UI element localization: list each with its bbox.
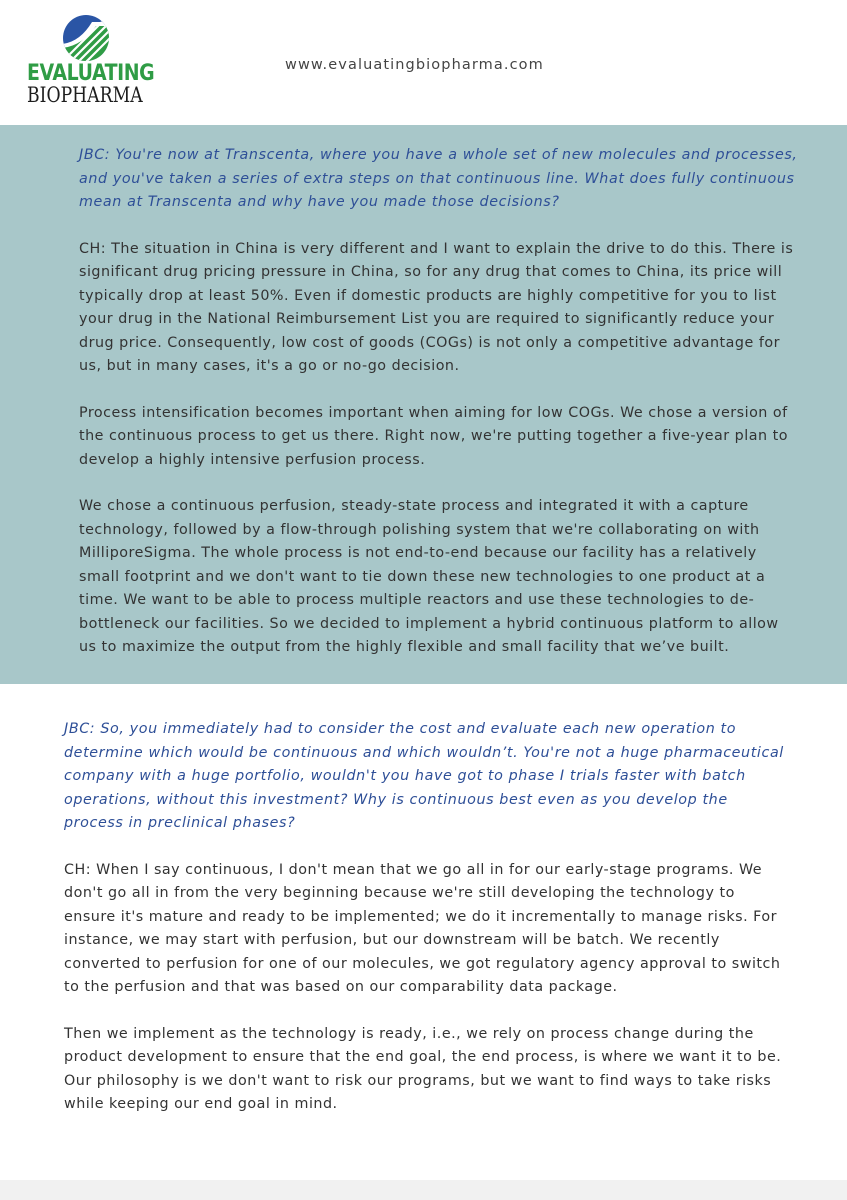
interview-answer: We chose a continuous perfusion, steady-state process and integrated it with a capture technology, followed by a flow-through polishing system that we're collaborating on with MilliporeSigma. The whole process is not end-to-end because our facility has a relatively small footprint and we don't want to tie down these new technologies to one product at a time. We want to be able to process multiple reactors and use these technologies to de-bottleneck our facilities. So we decided to implement a hybrid continuous platform to allow us to maximize the output from the highly flexible and small facility that we’ve built.: [79, 498, 779, 655]
site-url[interactable]: www.evaluatingbiopharma.com: [285, 57, 544, 73]
interview-answer: CH: When I say continuous, I don't mean that we go all in for our early-stage programs. We don't go all in from the very beginning because we're still developing the technology to ensure it's mature and ready to be implemented; we do it incrementally to manage risks. For instance, we may start with perfusion, but our downstream will be batch. We recently converted to perfusion for one of our molecules, we got regulatory agency approval to switch to the perfusion and that was based on our comparability data package.: [64, 861, 781, 995]
logo-icon: [62, 14, 110, 62]
logo-text-biopharma: BIOPHARMA: [27, 83, 143, 107]
interview-question: JBC: So, you immediately had to consider the cost and evaluate each new operation to determine which would be continuous and which wouldn’t. You're not a huge pharmaceutical company with a huge portfolio, wouldn't you have got to phase I trials faster with batch operations, without this investment? Why is continuous best even as you develop the process in preclinical phases?: [64, 721, 784, 831]
interview-answer: Then we implement as the technology is ready, i.e., we rely on process change during the product development to ensure that the end goal, the end process, is where we want it to be. Our philosophy is we don't want to risk our programs, but we want to find ways to take risks while keeping our end goal in mind.: [64, 1025, 782, 1112]
highlighted-qa-section: [0, 125, 847, 684]
interview-answer: CH: The situation in China is very different and I want to explain the drive to do this. There is significant drug pricing pressure in China, so for any drug that comes to China, its price will typically drop at least 50%. Even if domestic products are highly competitive for you to list your drug in the National Reimbursement List you are required to significantly reduce your drug price. Consequently, low cost of goods (COGs) is not only a competitive advantage for us, but in many cases, it's a go or no-go decision.: [79, 240, 794, 374]
plain-qa-section: [64, 718, 784, 1117]
page-header: [0, 0, 847, 125]
logo-text-evaluating: EVALUATING: [27, 61, 155, 86]
page-footer-strip: [0, 1180, 847, 1200]
interview-answer: Process intensification becomes important when aiming for low COGs. We chose a version of the continuous process to get us there. Right now, we're putting together a five-year plan to develop a highly intensive perfusion process.: [79, 404, 788, 468]
interview-question: JBC: You're now at Transcenta, where you have a whole set of new molecules and processes, and you've taken a series of extra steps on that continuous line. What does fully continuous mean at Transcenta and why have you made those decisions?: [79, 147, 798, 210]
